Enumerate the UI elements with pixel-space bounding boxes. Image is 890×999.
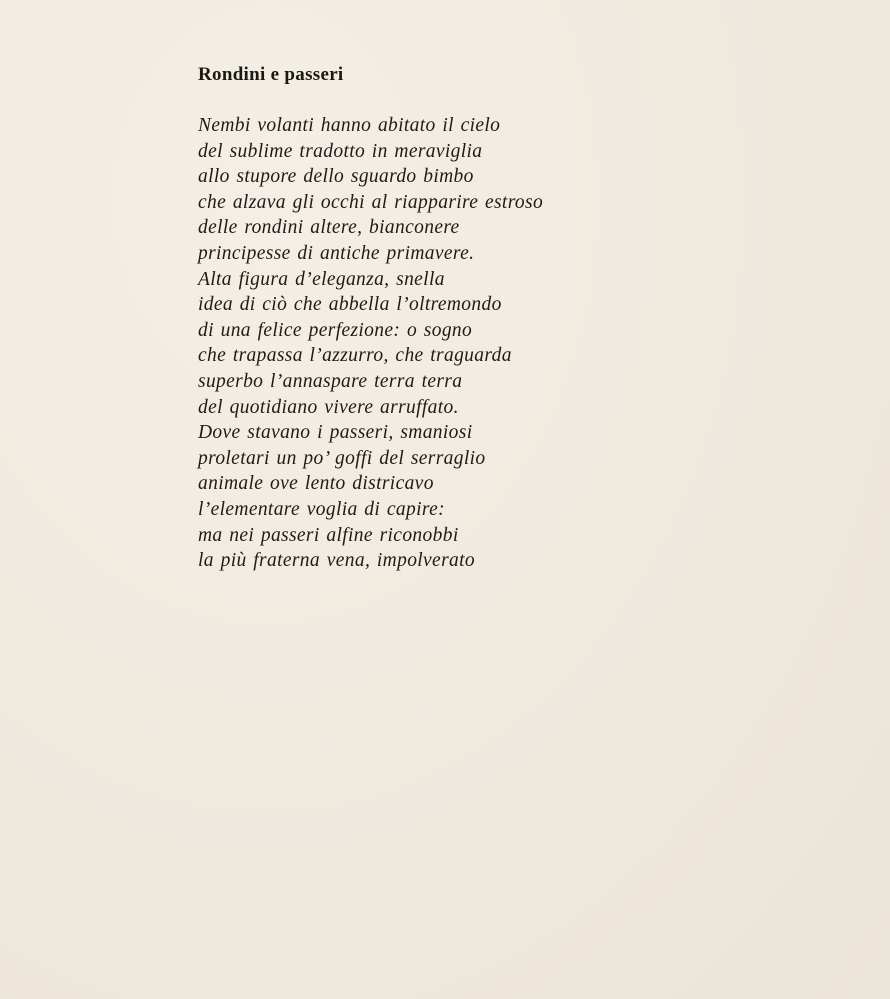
poem-line: Alta figura d’eleganza, snella <box>198 268 445 290</box>
poem-line: idea di ciò che abbella l’oltremondo <box>198 294 502 316</box>
poem-line: Nembi volanti hanno abitato il cielo <box>198 115 501 136</box>
poem-line: la più fraterna vena, impolverato <box>198 550 475 572</box>
poem-line: di una felice perfezione: o sogno <box>198 319 473 341</box>
poem-line: del quotidiano vivere arruffato. <box>198 396 459 418</box>
poem-line: che trapassa l’azzurro, che traguarda <box>198 345 512 367</box>
poem-line: Dove stavano i passeri, smaniosi <box>198 422 473 444</box>
poem-line: allo stupore dello sguardo bimbo <box>198 166 474 188</box>
poem-line: proletari un po’ goffi del serraglio <box>198 447 486 469</box>
poem-line: delle rondini altere, bianconere <box>198 217 460 239</box>
poem-line: animale ove lento districavo <box>198 473 434 495</box>
poem-line: che alzava gli occhi al riapparire estroso <box>198 191 544 213</box>
poem-line: ma nei passeri alfine riconobbi <box>198 524 459 546</box>
poem-body <box>198 113 543 574</box>
poem-line: principesse di antiche primavere. <box>198 242 475 264</box>
poem-line: del sublime tradotto in meraviglia <box>198 140 483 162</box>
poem-line: superbo l’annaspare terra terra <box>198 370 463 392</box>
poem-line: l’elementare voglia di capire: <box>198 498 445 520</box>
poem-title: Rondini e passeri <box>198 64 344 85</box>
